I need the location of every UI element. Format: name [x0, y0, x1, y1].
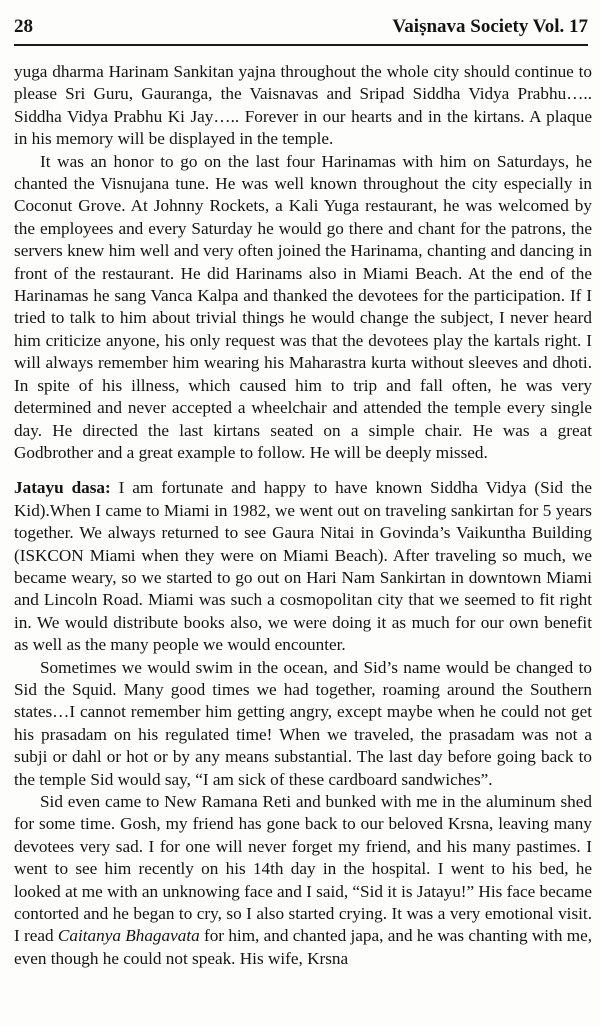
paragraph-text: Sid even came to New Ramana Reti and bunked with me in the aluminum shed for some time. Gosh, my friend has gone back to our beloved Krsna, leaving many devotees very sad. I for one will never forget my friend, and his many pastimes. I went to see him recently on his 14th day in the hospital. I went to his bed, he looked at me with an unknowing face and I said, “Sid it is Jatayu!” His face became contorted and he began to cry, so I also started crying. It was a very emotional visit. I read — [14, 792, 592, 946]
paragraph: Sometimes we would swim in the ocean, and Sid’s name would be changed to Sid the Squid. Many good times we had together, roaming around the Southern states…I cannot remember him getting angry, except maybe when he could not get his prasadam on his regulated time! When we traveled, the prasadam was not a subji or dahl or hot or by any means substantial. The last day before going back to the temple Sid would say, “I am sick of these cardboard sandwiches”. — [14, 657, 592, 789]
paragraph-text: I am fortunate and happy to have known Siddha Vidya (Sid the Kid).When I came to Miami in 1982, we went out on traveling sankirtan for 5 years together. We always returned to see Gaura Nitai in Govinda’s Vaikuntha Building (ISKCON Miami when they were on Miami Beach). After traveling so much, we became weary, so we started to go out on Hari Nam Sankirtan in downtown Miami and Lincoln Road. Miami was such a cosmopolitan city that we seemed to fit right in. We would distribute books also, we were doing it as much for our own benefit as well as the many people we would encounter. — [14, 478, 592, 655]
running-title: Vaiṣnava Society Vol. 17 — [392, 16, 588, 37]
speaker-name: Jatayu dasa: — [14, 478, 111, 498]
paragraph-text-continued: for him, and chanted japa, and he was chanting with me, even though he could not speak. His wife, Krsna — [14, 926, 593, 968]
paragraph: yuga dharma Harinam Sankitan yajna throughout the whole city should continue to please Sri Guru, Gauranga, the Vaisnavas and Sripad Siddha Vidya Prabhu….. Siddha Vidya Prabhu Ki Jay….. Forever in our hearts and in the kirtans. A plaque in his memory will be displayed in the temple. — [14, 62, 592, 149]
paragraph — [14, 477, 592, 656]
page-number: 28 — [14, 16, 33, 37]
book-title: Caitanya Bhagavata — [57, 926, 200, 946]
paragraph: It was an honor to go on the last four Harinamas with him on Saturdays, he chanted the Visnujana tune. He was well known throughout the city especially in Coconut Grove. At Johnny Rockets, a Kali Yuga restaurant, he was welcomed by the employees and every Saturday he would go there and chant for the patrons, the servers knew him well and very often joined the Harinama, chanting and dancing in front of the restaurant. He did Harinams also in Miami Beach. At the end of the Harinamas he sang Vanca Kalpa and thanked the devotees for the participation. If I tried to talk to him about trivial things he would change the subject, I never heard him criticize anyone, his only request was that the devotees play the kartals right. I will always remember him wearing his Maharastra kurta without sleeves and dhoti. In spite of his illness, which caused him to trip and fall often, he was very determined and never accepted a wheelchair and attended the temple every single day. He directed the last kirtans seated on a simple chair. He was a great Godbrother and a great example to follow. He will be deeply missed. — [14, 151, 592, 462]
page-header — [14, 14, 588, 46]
article-body — [14, 61, 592, 970]
paragraph — [14, 791, 592, 970]
